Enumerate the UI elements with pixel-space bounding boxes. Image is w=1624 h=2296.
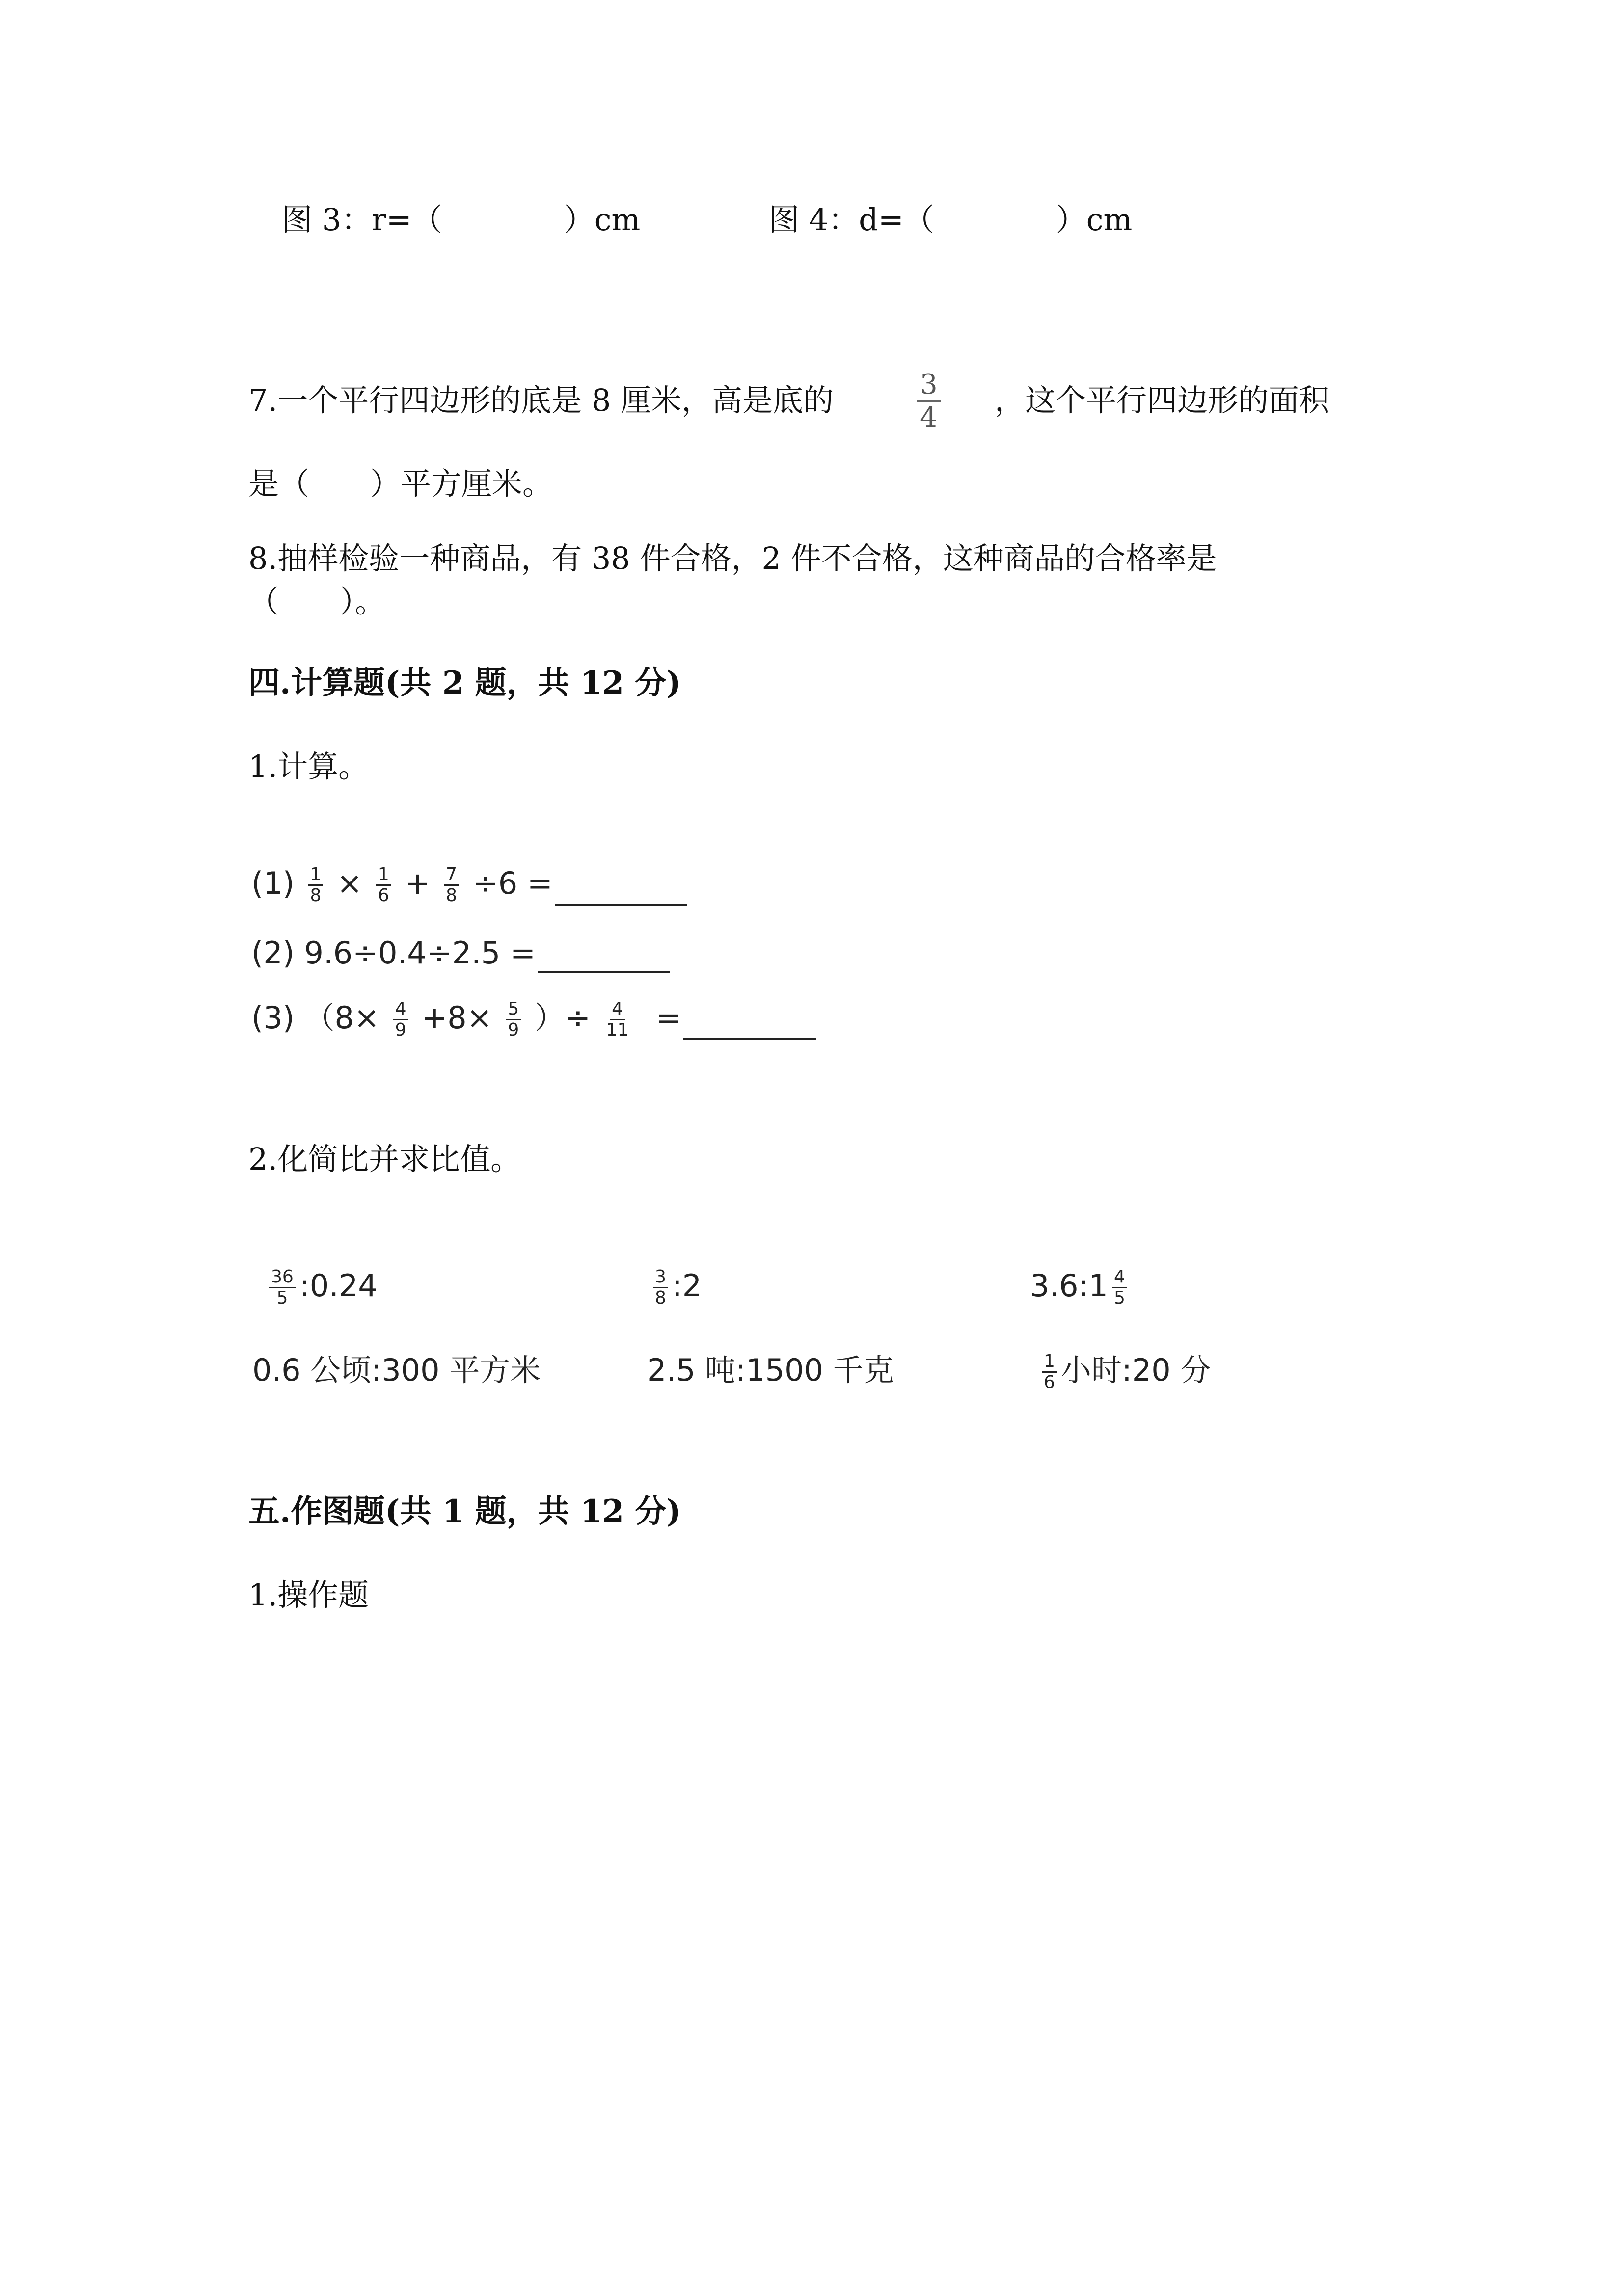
section4-q1-label: 1.计算。: [248, 748, 369, 784]
ratio-item-2: [649, 1266, 702, 1308]
ratio3-num: 4: [1112, 1267, 1127, 1288]
calc3-f2-num: 5: [506, 999, 521, 1020]
calc1-f1-num: 1: [308, 865, 324, 886]
q8-line1: 8.抽样检验一种商品，有 38 件合格，2 件不合格，这种商品的合格率是: [248, 540, 1217, 576]
ratio2-rest: :2: [672, 1268, 702, 1304]
ratio-item-3: [1030, 1266, 1131, 1308]
q7-fraction: [917, 369, 941, 433]
q7-line1-after: ，这个平行四边形的面积: [995, 382, 1330, 418]
calc3-label: (3) （8×: [251, 1000, 379, 1036]
ratio-item-4: 0.6 公顷:300 平方米: [252, 1352, 541, 1388]
calc1-f1-den: 8: [310, 885, 322, 906]
q8-line2: （ ）。: [248, 584, 386, 619]
ratio1-fraction: [269, 1267, 296, 1308]
ratio2-den: 8: [655, 1288, 666, 1308]
calc1-label: (1): [251, 865, 295, 901]
q7-line1-before: 7.一个平行四边形的底是 8 厘米，高是底的: [248, 382, 834, 418]
ratio3-pre: 3.6:1: [1030, 1268, 1108, 1304]
calc3-f3-num: 4: [610, 999, 625, 1020]
ratio6-num: 1: [1042, 1352, 1057, 1373]
calc1-f3-den: 8: [446, 885, 458, 906]
section4-title: 四.计算题(共 2 题，共 12 分): [248, 665, 681, 701]
fig4-diameter-answer: 图 4：d=（ ）cm: [769, 202, 1133, 238]
calc3-fraction-2: [506, 999, 521, 1040]
ratio6-fraction: [1042, 1352, 1057, 1392]
calc1-tail: ÷6 =: [472, 865, 553, 901]
calc1-f3-num: 7: [444, 865, 459, 886]
ratio2-num: 3: [653, 1267, 668, 1288]
ratio6-den: 6: [1044, 1372, 1055, 1393]
calc3-f1-num: 4: [393, 999, 408, 1020]
calc3-f3-den: 11: [606, 1020, 629, 1041]
calc-item-1: [251, 864, 687, 906]
calc3-f2-den: 9: [508, 1020, 519, 1041]
calc1-answer-blank: [555, 878, 687, 906]
ratio-item-5: 2.5 吨:1500 千克: [647, 1352, 894, 1388]
ratio-item-6: [1038, 1351, 1211, 1392]
calc-item-2: [251, 934, 670, 973]
ratio3-fraction: [1112, 1267, 1127, 1308]
calc3-fraction-3: [604, 999, 631, 1040]
calc1-fraction-2: [376, 865, 391, 906]
fig3-radius-answer: 图 3：r=（ ）cm: [282, 202, 641, 238]
calc1-fraction-3: [444, 865, 459, 906]
q7-fraction-numerator: 3: [917, 369, 941, 402]
ratio2-fraction: [653, 1267, 668, 1308]
ratio-item-1: [265, 1266, 378, 1308]
section4-q2-label: 2.化简比并求比值。: [248, 1141, 521, 1177]
section5-q1-label: 1.操作题: [248, 1577, 369, 1613]
calc1-op2: +: [405, 865, 431, 901]
calc3-fraction-1: [393, 999, 408, 1040]
ratio3-den: 5: [1113, 1288, 1125, 1308]
calc1-op1: ×: [337, 865, 363, 901]
ratio6-rest: 小时:20 分: [1060, 1352, 1211, 1388]
calc3-tail: =: [656, 1000, 682, 1036]
calc3-mid: +8×: [422, 1000, 492, 1036]
q7-fraction-denominator: 4: [920, 401, 938, 433]
calc3-answer-blank: [683, 1013, 816, 1040]
ratio1-den: 5: [276, 1288, 288, 1308]
calc1-f2-num: 1: [376, 865, 391, 886]
calc3-f1-den: 9: [395, 1020, 406, 1041]
ratio1-num: 36: [269, 1267, 296, 1288]
calc3-close: ）÷: [534, 1000, 591, 1036]
calc1-fraction-1: [308, 865, 324, 906]
calc2-expression: (2) 9.6÷0.4÷2.5 =: [251, 935, 536, 971]
calc-item-3: [251, 998, 816, 1040]
q7-line2: 是（ ）平方厘米。: [248, 466, 553, 502]
calc2-answer-blank: [538, 945, 670, 973]
ratio1-rest: :0.24: [299, 1268, 378, 1304]
calc1-f2-den: 6: [378, 885, 389, 906]
section5-title: 五.作图题(共 1 题，共 12 分): [248, 1493, 681, 1530]
